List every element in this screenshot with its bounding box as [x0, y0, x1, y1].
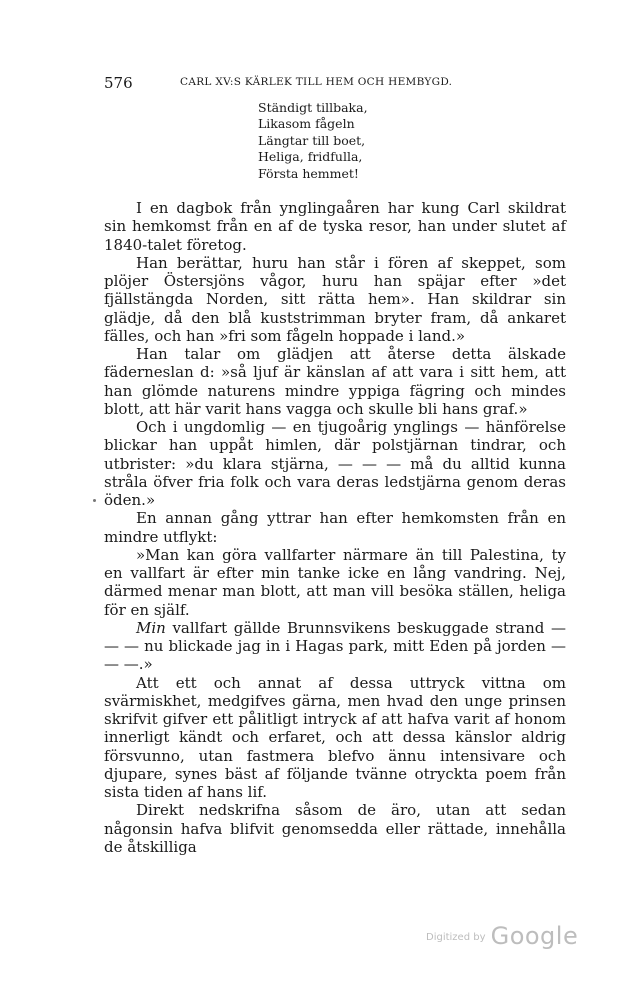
running-head: CARL XV:S KÄRLEK TILL HEM OCH HEMBYGD. [180, 76, 453, 88]
digitized-watermark [426, 922, 578, 950]
quoted-paragraph: »Man kan göra vallfarter närmare än till Palestina, ty en vallfart är efter min tanke icke en lång vandring. Nej, därmed menar man blott, att man vill besöka ställen, heliga för en själf. [104, 545, 566, 619]
poem-line: Första hemmet! [258, 165, 359, 181]
margin-speck [93, 499, 96, 502]
poem-stanza [258, 100, 368, 182]
watermark-prefix: Digitized by [426, 932, 486, 943]
page-header [104, 74, 564, 96]
paragraph: Han talar om glädjen att återse detta älskade fäderneslan d: »så ljuf är känslan af att vara i sitt hem, att han glömde naturens mindre yppiga fägring och mindes blott, att här varit hans vagga och skulle bli hans graf.» [104, 345, 566, 418]
paragraph: Han berättar, huru han står i fören af skeppet, som plöjer Östersjöns vågor, huru han späjar efter »det fjällstängda Norden, sitt rätta hem». Han skildrar sin glädje, då den blå kuststrimman bryter fram, då ankaret fälles, och han »fri som fågeln hoppade i land.» [104, 253, 566, 345]
watermark-brand: Google [490, 922, 579, 950]
paragraph: En annan gång yttrar han efter hemkomsten från en mindre utflykt: [104, 509, 566, 546]
poem-line: Likasom fågeln [258, 116, 355, 132]
body-text [104, 199, 566, 856]
paragraph: Direkt nedskrifna såsom de äro, utan att sedan någonsin hafva blifvit genomsedda eller rättade, innehålla de åtskilliga [104, 801, 566, 856]
paragraph: I en dagbok från ynglingaåren har kung Carl skildrat sin hemkomst från en af de tyska resor, han under slutet af 1840-talet företog. [104, 199, 566, 254]
paragraph: Och i ungdomlig — en tjugoårig ynglings — hänförelse blickar han uppåt himlen, där polstjärnan tindrar, och utbrister: »du klara stjärna, — — — må du alltid kunna stråla öfver fria folk och vara deras ledstjärna genom deras öden.» [104, 418, 566, 509]
quoted-text: vallfart gällde Brunnsvikens beskuggade strand — — — nu blickade jag in i Hagas park, mitt Eden på jorden — — —.» [104, 618, 566, 674]
quoted-paragraph [104, 619, 566, 674]
poem-line: Ständigt tillbaka, [258, 100, 368, 115]
poem-line: Heliga, fridfulla, [258, 149, 363, 165]
poem-line: Längtar till boet, [258, 132, 366, 148]
italic-emphasis: Min [136, 618, 166, 637]
page-number: 576 [104, 74, 133, 92]
paragraph: Att ett och annat af dessa uttryck vittna om svärmiskhet, medgifves gärna, men hvad den unge prinsen skrifvit gifver ett pålitligt intryck af att hafva varit af honom innerligt kändt och erfaret, och att dessa känslor aldrig försvunno, utan fastmera blefvo ännu intensivare och djupare, synes bäst af följande tvänne otryckta poem från sista tiden af hans lif. [104, 673, 566, 801]
